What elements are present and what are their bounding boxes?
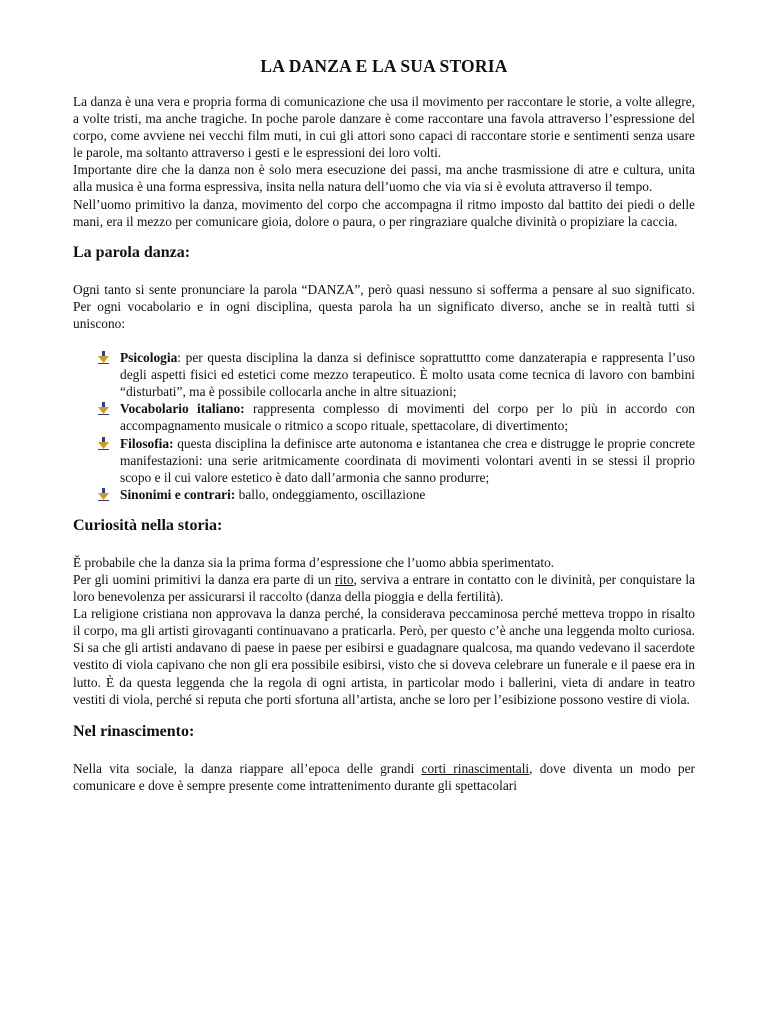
term: Filosofia: — [120, 435, 174, 451]
arrow-down-bullet-icon — [98, 402, 109, 415]
corti-rinascimentali-link[interactable]: corti rinascimentali — [421, 760, 530, 776]
list-item — [120, 400, 695, 434]
curiosita-paragraph-3: La religione cristiana non approvava la danza perché, la considerava peccaminosa perché metteva troppo in risalto il corpo, ma gli artisti girovaganti continuavano a praticarla. Però, per questo c’è anche una leggenda molto curiosa. Si sa che gli artisti andavano di paese in paese per esibirsi e guadagnare qualcosa, ma quando vedevano il sacerdote vestito di viola capivano che non gli era possibile esibirsi, visto che si doveva celebrare un funerale e il paese era in lutto. È da questa leggenda che la regola di ogni artista, in particolar modo i ballerini, vieta di andare in teatro vestiti di viola, perché si reputa che porti sfortuna all’artista, anche se loro per l’esibizione possono vestire di viola. — [73, 606, 695, 707]
arrow-down-bullet-icon — [98, 488, 109, 501]
definition: ballo, ondeggiamento, oscillazione — [235, 486, 426, 502]
section-heading-rinascimento: Nel rinascimento: — [73, 722, 195, 740]
text-span: Per gli uomini primitivi la danza era parte di un — [73, 571, 335, 587]
intro-paragraph-3: Nell’uomo primitivo la danza, movimento del corpo che accompagna il ritmo imposto dal battito dei piedi o delle mani, era il mezzo per comunicare gioia, dolore o paura, o per ringraziare qualche divinità o propiziare la caccia. — [73, 196, 695, 229]
intro-paragraph-1: La danza è una vera e propria forma di comunicazione che usa il movimento per raccontare le storie, a volte allegre, a volte tristi, ma anche tragiche. In poche parole danzare è come raccontare una favola attraverso l’espressione del corpo, come avviene nei vecchi film muti, in cui gli attori sono capaci di raccontare storie e sentimenti senza usare le parole, ma soltanto attraverso i gesti e le espressioni dei loro volti. — [73, 94, 695, 161]
definition: questa disciplina la definisce arte autonoma e istantanea che crea e distrugge le proprie concrete manifestazioni: una serie aritmicamente coordinata di movimenti volontari aventi in se stessi il proprio scopo e il cui valore estetico è dato dall’armonia che sanno produrre; — [120, 435, 695, 485]
section-heading-curiosita: Curiosità nella storia: — [73, 516, 223, 534]
term: Vocabolario italiano: — [120, 401, 245, 417]
term: Psicologia — [120, 350, 178, 366]
curiosita-paragraph-1: Ě probabile che la danza sia la prima forma d’espressione che l’uomo abbia sperimentato. — [73, 554, 555, 570]
curiosita-section — [73, 554, 695, 708]
term: Sinonimi e contrari: — [120, 486, 236, 502]
section-heading-parola: La parola danza: — [73, 243, 191, 261]
definition: rappresenta complesso di movimenti del corpo per lo più in accordo con accompagnamento musicale o ritmico a scopo rituale, spettacolare, di divertimento; — [120, 401, 696, 434]
page-title: LA DANZA E LA SUA STORIA — [260, 56, 508, 76]
list-item — [120, 349, 695, 400]
parola-paragraph: Ogni tanto si sente pronunciare la parola “DANZA”, però quasi nessuno si sofferma a pensare al suo significato. Per ogni vocabolario e in ogni disciplina, questa parola ha un significato diverso, anche se in realtà tutti si uniscono: — [73, 281, 695, 331]
arrow-down-bullet-icon — [98, 437, 109, 450]
term-separator: : — [177, 350, 182, 366]
text-span: , serviva a entrare in contatto con le divinità, per conquistare la loro benevolenza per assicurarsi il raccolto (danza della pioggia e della fertilità). — [73, 571, 695, 605]
definition: per questa disciplina la danza si definisce soprattuttto come danzaterapia e rappresenta l’uso degli aspetti fisici ed estetici come mezzo terapeutico. È molto usata come tecnica di lavoro con bambini “disturbati”, ma è possibile collocarla anche in altre situazioni; — [120, 350, 695, 400]
list-item — [120, 486, 695, 503]
text-span: Nella vita sociale, la danza riappare all’epoca delle grandi — [73, 760, 422, 776]
intro-section — [73, 93, 695, 230]
curiosita-paragraph-2 — [73, 571, 695, 605]
rito-link[interactable]: rito — [334, 571, 354, 587]
text-span: , dove diventa un modo per comunicare e dove è sempre presente come intrattenimento durante gli spettacolari — [73, 760, 695, 793]
list-item — [120, 435, 695, 486]
rinascimento-paragraph — [73, 760, 695, 794]
intro-paragraph-2: Importante dire che la danza non è solo mera esecuzione dei passi, ma anche trasmissione di atre e cultura, unita alla musica è una forma espressiva, insita nella natura dell’uomo che via via si è evoluta attraverso il tempo. — [73, 162, 695, 195]
arrow-down-bullet-icon — [98, 351, 109, 364]
definitions-list — [73, 349, 695, 503]
